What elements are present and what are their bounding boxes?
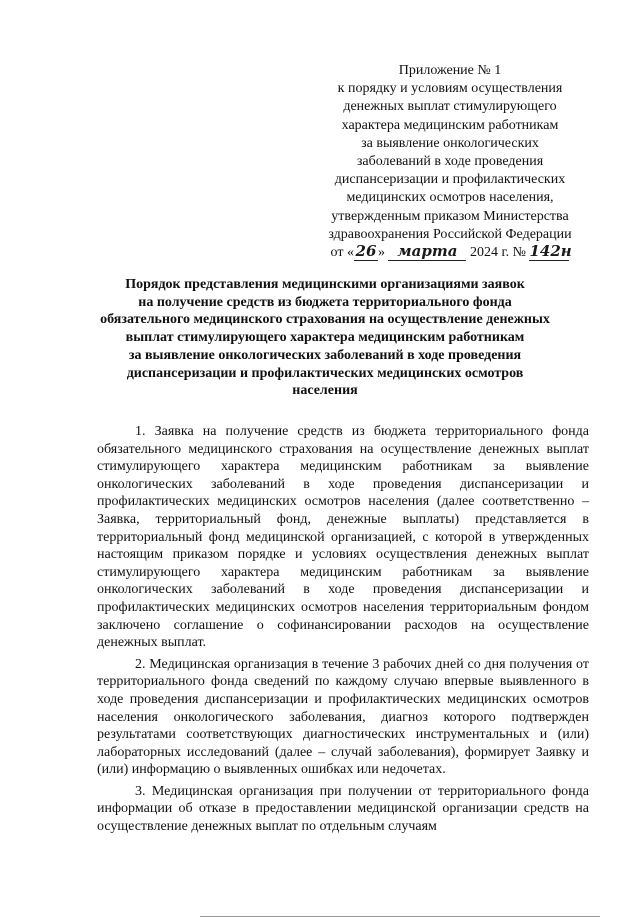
order-day — [354, 244, 378, 261]
appendix-line: за выявление онкологических — [361, 135, 539, 151]
order-number — [529, 242, 572, 261]
order-month — [388, 244, 466, 261]
appendix-line: заболеваний в ходе проведения — [356, 154, 544, 170]
order-year-label: 2024 г. № — [469, 245, 526, 261]
bottom-scan-edge — [200, 916, 600, 917]
title-line: выплат стимулирующего характера медицинским работникам — [125, 330, 525, 346]
paragraph-1: 1. Заявка на получение средств из бюджета территориального фонда обязательного медицинского страхования на осуществление денежных выплат стимулирующего характера медицинским работникам за выявление онкологических заболеваний в ходе проведения диспансеризации и профилактических медицинских осмотров населения (далее соответственно – Заявка, территориальный фонд, денежные выплаты) представляется в территориальный фонд медицинской организацией, с которой в утвержденных настоящим приказом порядке и условиях осуществления денежных выплат стимулирующего характера медицинским работникам за выявление онкологических заболеваний в ходе проведения диспансеризации и профилактических медицинских осмотров населения территориальным фондом заключено соглашение о софинансировании расходов на осуществление денежных выплат. — [97, 424, 589, 651]
handwritten-day: 26 — [355, 242, 377, 261]
title-line: Порядок представления медицинскими организациями заявок — [125, 277, 525, 292]
paragraph-3: 3. Медицинская организация при получении от территориального фонда информации об отказе в предоставлении медицинской организации средств на осуществление денежных выплат по отдельным случаям — [97, 783, 589, 835]
handwritten-number: 142н — [529, 242, 572, 261]
order-date-line — [300, 244, 600, 262]
title-line: диспансеризации и профилактических медицинских осмотров — [126, 365, 524, 381]
appendix-line: характера медицинским работникам — [341, 117, 559, 133]
appendix-line: здравоохранения Российской Федерации — [328, 226, 572, 242]
document-title — [90, 276, 560, 400]
title-line: за выявление онкологических заболеваний в ходе проведения — [128, 347, 522, 363]
document-body — [97, 423, 589, 840]
appendix-line: утвержденным приказом Министерства — [331, 208, 569, 224]
appendix-line: денежных выплат стимулирующего — [343, 99, 557, 115]
title-line: на получение средств из бюджета территориального фонда — [138, 294, 512, 310]
appendix-header — [300, 62, 600, 262]
title-line: населения — [292, 383, 358, 399]
date-prefix: от « — [330, 245, 354, 261]
handwritten-month: марта — [397, 242, 458, 261]
appendix-line: Приложение № 1 — [398, 63, 502, 78]
appendix-line: диспансеризации и профилактических — [334, 172, 566, 188]
paragraph-2: 2. Медицинская организация в течение 3 рабочих дней со дня получения от территориального фонда сведений по каждому случаю впервые выявленного в ходе проведения диспансеризации и профилактических медицинских осмотров населения онкологического заболевания, диагноз которого подтвержден результатами соответствующих диагностических инструментальных и (или) лабораторных исследований (далее – случай заболевания), формирует Заявку и (или) информацию о выявленных ошибках или недочетах. — [97, 656, 589, 778]
appendix-line: к порядку и условиям осуществления — [337, 81, 563, 97]
title-line: обязательного медицинского страхования на осуществление денежных — [100, 312, 550, 328]
appendix-line: медицинских осмотров населения, — [346, 190, 554, 206]
date-day-close: » — [377, 245, 385, 261]
